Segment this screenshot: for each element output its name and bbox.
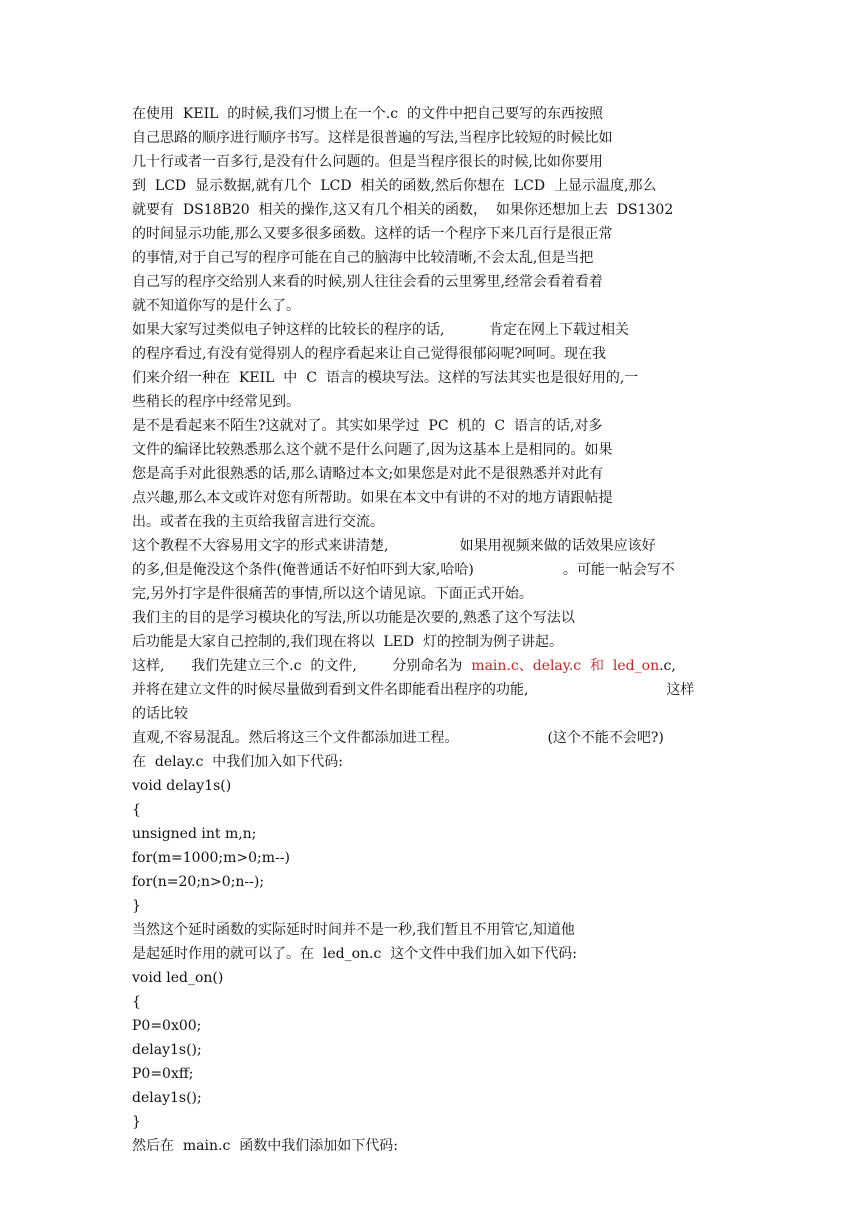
text-line-1: 在使用 KEIL 的时候,我们习惯上在一个.c 的文件中把自己要写的东西按照 <box>132 106 603 122</box>
line24-lead: 这样, 我们先建立三个.c 的文件, 分别命名为 <box>132 658 472 674</box>
text-line-19: 这个教程不大容易用文字的形式来讲清楚, 如果用视频来做的话效果应该好 <box>132 538 656 554</box>
highlighted-filenames: main.c、delay.c 和 led_on <box>471 658 660 674</box>
code-line-7: void led_on() <box>132 970 224 986</box>
text-line-31: 然后在 main.c 函数中我们添加如下代码: <box>132 1138 398 1154</box>
text-line-23: 后功能是大家自己控制的,我们现在将以 LED 灯的控制为例子讲起。 <box>132 634 563 650</box>
text-line-22: 我们主的目的是学习模块化的写法,所以功能是次要的,熟悉了这个写法以 <box>132 610 575 626</box>
text-line-25: 并将在建立文件的时候尽量做到看到文件名即能看出程序的功能, 这样 <box>132 682 695 698</box>
code-line-9: P0=0x00; <box>132 1018 202 1034</box>
text-line-18: 出。或者在我的主页给我留言进行交流。 <box>132 514 384 530</box>
code-line-3: unsigned int m,n; <box>132 826 257 842</box>
text-line-10: 如果大家写过类似电子钟这样的比较长的程序的话, 肯定在网上下载过相关 <box>132 322 629 338</box>
code-line-8: { <box>132 994 141 1010</box>
code-line-11: P0=0xff; <box>132 1066 194 1082</box>
code-line-6: } <box>132 898 141 914</box>
code-line-5: for(n=20;n>0;n--); <box>132 874 265 890</box>
text-line-5: 就要有 DS18B20 相关的操作,这又有几个相关的函数， 如果你还想加上去 DS1302 <box>132 202 674 218</box>
code-line-1: void delay1s() <box>132 778 232 794</box>
text-line-15: 文件的编译比较熟悉那么这个就不是什么问题了,因为这基本上是相同的。如果 <box>132 442 613 458</box>
code-line-12: delay1s(); <box>132 1090 202 1106</box>
text-line-16: 您是高手对此很熟悉的话,那么请略过本文;如果您是对此不是很熟悉并对此有 <box>132 466 604 482</box>
line24-tail: .c, <box>659 658 676 674</box>
text-line-8: 自己写的程序交给别人来看的时候,别人往往会看的云里雾里,经常会看着看着 <box>132 274 603 290</box>
text-line-14: 是不是看起来不陌生?这就对了。其实如果学过 PC 机的 C 语言的话,对多 <box>132 418 603 434</box>
text-line-11: 的程序看过,有没有觉得别人的程序看起来让自己觉得很郁闷呢?呵呵。现在我 <box>132 346 606 362</box>
text-line-12: 们来介绍一种在 KEIL 中 C 语言的模块写法。这样的写法其实也是很好用的,一 <box>132 370 639 386</box>
text-line-2: 自己思路的顺序进行顺序书写。这样是很普遍的写法,当程序比较短的时候比如 <box>132 130 613 146</box>
text-line-6: 的时间显示功能,那么又要多很多函数。这样的话一个程序下来几百行是很正常 <box>132 226 613 242</box>
text-line-3: 几十行或者一百多行,是没有什么问题的。但是当程序很长的时候,比如你要用 <box>132 154 603 170</box>
text-line-27: 直观,不容易混乱。然后将这三个文件都添加进工程。 (这个不能不会吧?) <box>132 730 664 746</box>
text-line-24 <box>132 656 676 676</box>
text-line-9: 就不知道你写的是什么了。 <box>132 298 300 314</box>
text-line-13: 些稍长的程序中经常见到。 <box>132 394 300 410</box>
text-line-29: 当然这个延时函数的实际延时时间并不是一秒,我们暂且不用管它,知道他 <box>132 922 575 938</box>
code-line-2: { <box>132 802 141 818</box>
code-line-10: delay1s(); <box>132 1042 202 1058</box>
text-line-30: 是起延时作用的就可以了。在 led_on.c 这个文件中我们加入如下代码: <box>132 946 577 962</box>
text-line-7: 的事情,对于自己写的程序可能在自己的脑海中比较清晰,不会太乱,但是当把 <box>132 250 594 266</box>
text-line-26: 的话比较 <box>132 706 188 722</box>
code-line-13: } <box>132 1114 141 1130</box>
text-line-4: 到 LCD 显示数据,就有几个 LCD 相关的函数,然后你想在 LCD 上显示温度,那么 <box>132 178 657 194</box>
text-line-17: 点兴趣,那么本文或许对您有所帮助。如果在本文中有讲的不对的地方请跟帖提 <box>132 490 613 506</box>
text-line-20: 的多,但是俺没这个条件(俺普通话不好怕吓到大家,哈哈) 。可能一帖会写不 <box>132 562 675 578</box>
text-line-21: 完,另外打字是件很痛苦的事情,所以这个请见谅。下面正式开始。 <box>132 586 533 602</box>
text-line-28: 在 delay.c 中我们加入如下代码: <box>132 754 343 770</box>
code-line-4: for(m=1000;m>0;m--) <box>132 850 290 866</box>
